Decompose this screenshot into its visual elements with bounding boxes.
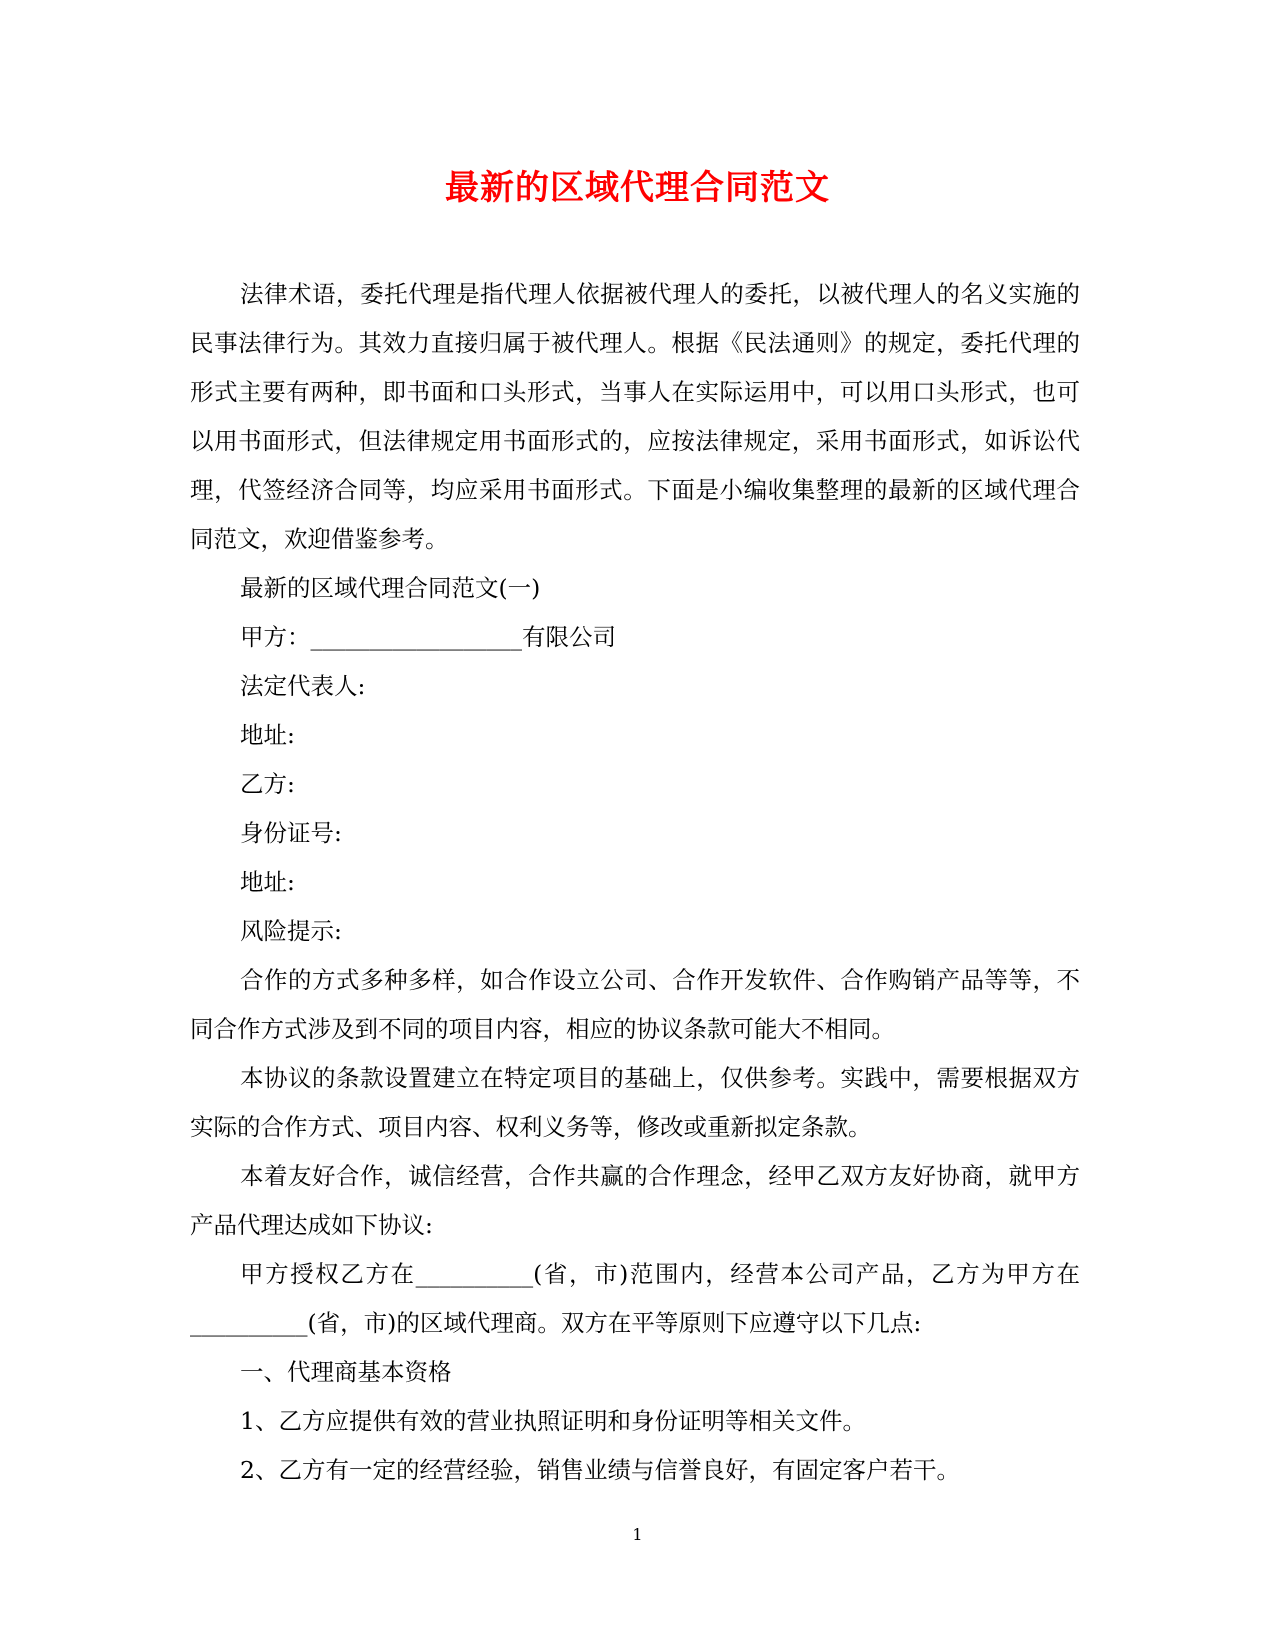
- agreement-preamble-paragraph: 本着友好合作，诚信经营，合作共赢的合作理念，经甲乙双方友好协商，就甲方产品代理达成如下协议:: [190, 1162, 1080, 1239]
- page-number: 1: [632, 1525, 643, 1544]
- legal-representative-line: 法定代表人:: [240, 672, 366, 700]
- cooperation-methods-paragraph: 合作的方式多种多样，如合作设立公司、合作开发软件、合作购销产品等等，不同合作方式涉及到不同的项目内容，相应的协议条款可能大不相同。: [190, 966, 1080, 1043]
- clause-2: 2、乙方有一定的经营经验，销售业绩与信誉良好，有固定客户若干。: [240, 1456, 960, 1484]
- clause-1: 1、乙方应提供有效的营业执照证明和身份证明等相关文件。: [240, 1407, 866, 1435]
- party-b-address-line: 地址:: [240, 868, 295, 896]
- contract-subtitle: 最新的区域代理合同范文(一): [240, 574, 541, 602]
- section-heading-qualifications: 一、代理商基本资格: [240, 1358, 452, 1386]
- document-title: 最新的区域代理合同范文: [445, 168, 830, 208]
- intro-paragraph: 法律术语，委托代理是指代理人依据被代理人的委托，以被代理人的名义实施的民事法律行为。其效力直接归属于被代理人。根据《民法通则》的规定，委托代理的形式主要有两种，即书面和口头形式，当事人在实际运用中，可以用口头形式，也可以用书面形式，但法律规定用书面形式的，应按法律规定，采用书面形式，如诉讼代理，代签经济合同等，均应采用书面形式。下面是小编收集整理的最新的区域代理合同范文，欢迎借鉴参考。: [190, 280, 1080, 553]
- document-body: [190, 270, 1080, 1495]
- party-a-address-line: 地址:: [240, 721, 295, 749]
- party-b-line: 乙方:: [240, 770, 295, 798]
- id-number-line: 身份证号:: [240, 819, 342, 847]
- reference-note-paragraph: 本协议的条款设置建立在特定项目的基础上，仅供参考。实践中，需要根据双方实际的合作方式、项目内容、权利义务等，修改或重新拟定条款。: [190, 1064, 1080, 1141]
- authorization-paragraph: 甲方授权乙方在__________(省，市)范围内，经营本公司产品，乙方为甲方在__________(省，市)的区域代理商。双方在平等原则下应遵守以下几点:: [190, 1260, 1080, 1337]
- risk-notice-heading: 风险提示:: [240, 917, 342, 945]
- party-a-line: 甲方：__________________有限公司: [240, 623, 616, 651]
